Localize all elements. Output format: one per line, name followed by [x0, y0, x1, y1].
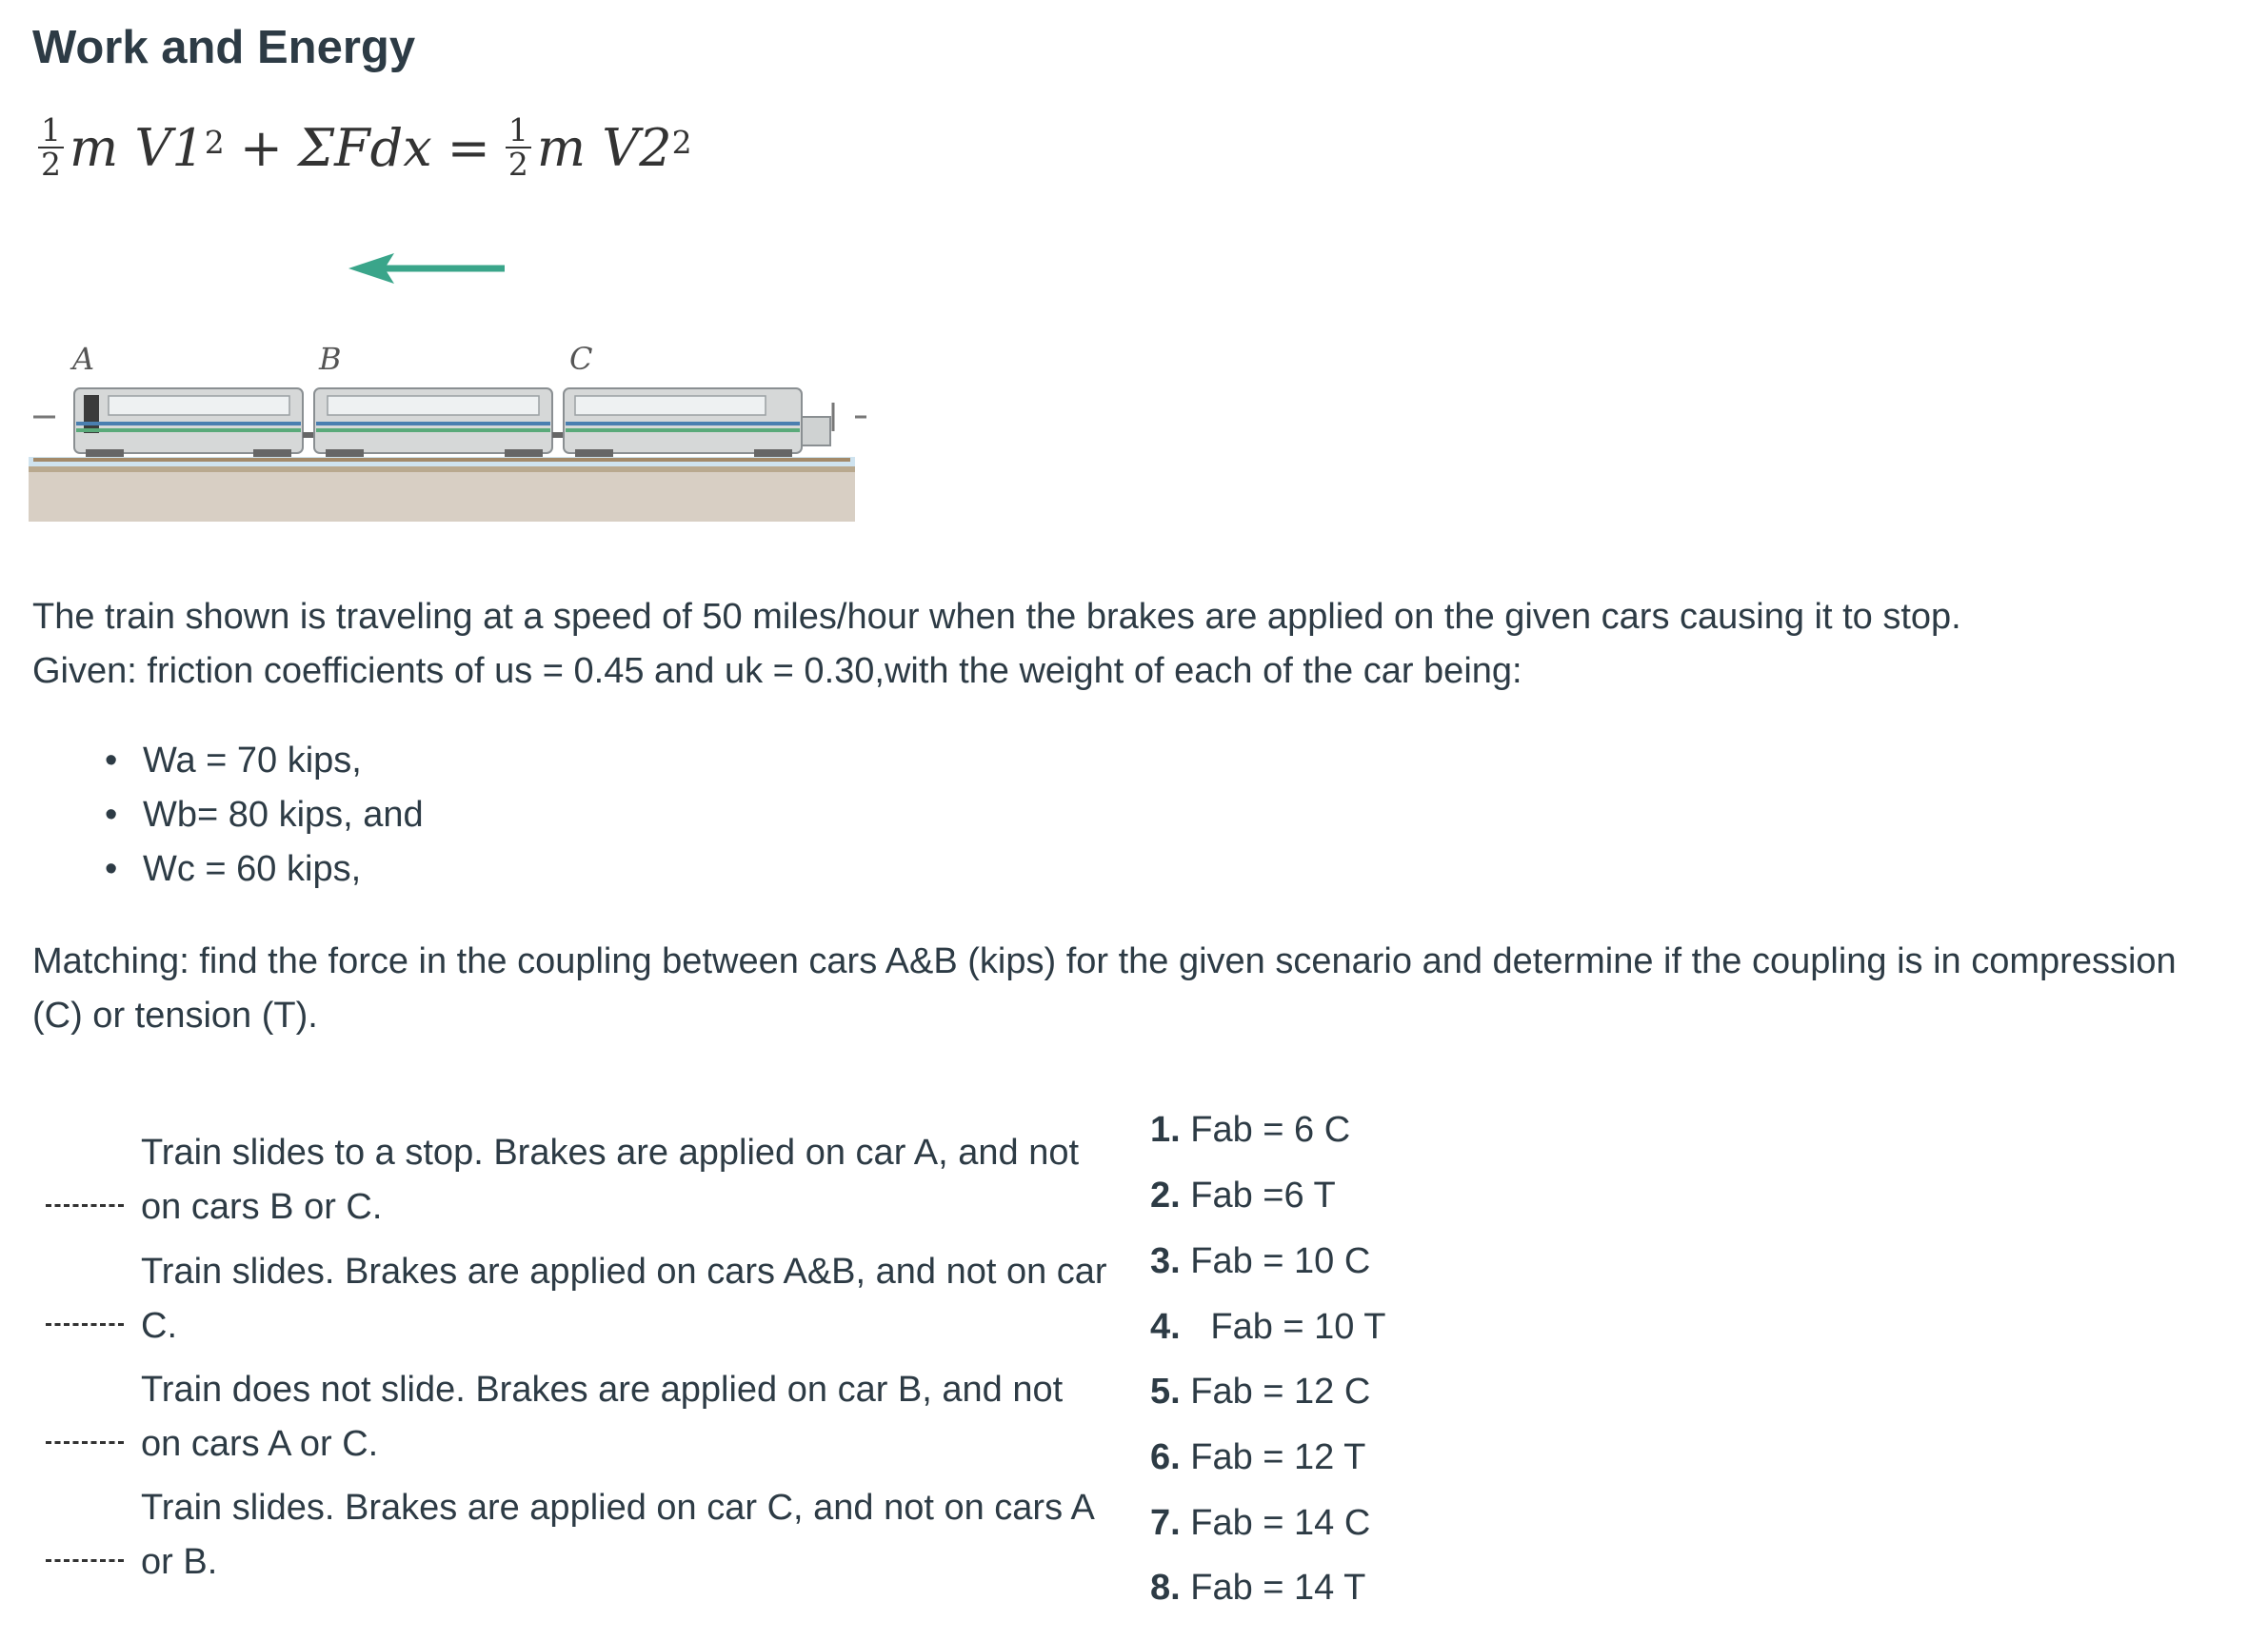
answer-blank-2[interactable] — [46, 1323, 124, 1326]
work-energy-equation — [38, 100, 692, 195]
weight-item-b: • Wb= 80 kips, and — [105, 788, 424, 842]
plus-sign: + — [239, 117, 283, 178]
fraction-half-right — [506, 111, 531, 183]
train-figure — [29, 246, 866, 522]
intro-line-2: Given: friction coefficients of us = 0.45 and uk = 0.30,with the weight of each of the car being: — [32, 651, 1522, 691]
answer-blank-1[interactable] — [46, 1204, 124, 1207]
question-2 — [141, 1245, 1122, 1354]
option-number: 4. — [1150, 1307, 1181, 1347]
option-text: Fab = 14 T — [1180, 1568, 1366, 1608]
answer-blank-3[interactable] — [46, 1441, 124, 1444]
matching-line-1: Matching: find the force in the coupling between cars A&B (kips) for the given scenario and determine if the coupling is in compression — [32, 941, 2177, 981]
option-number: 8. — [1150, 1568, 1181, 1608]
option-6 — [1150, 1431, 1365, 1485]
option-number: 3. — [1150, 1241, 1181, 1281]
option-1 — [1150, 1103, 1350, 1157]
question-2-line-1: Train slides. Brakes are applied on cars A&B, and not on car — [141, 1252, 1107, 1292]
frac-den: 2 — [507, 146, 528, 183]
question-2-line-2: C. — [141, 1306, 177, 1346]
frac-den: 2 — [41, 146, 61, 183]
option-number: 2. — [1150, 1176, 1181, 1216]
direction-arrow-icon — [348, 253, 505, 284]
option-number: 1. — [1150, 1110, 1181, 1150]
question-1 — [141, 1126, 1122, 1235]
option-number: 6. — [1150, 1437, 1181, 1477]
right-term: m V2 — [536, 117, 672, 178]
right-exponent: 2 — [671, 123, 692, 161]
matching-instructions — [32, 935, 2251, 1043]
option-number: 5. — [1150, 1372, 1181, 1412]
option-text: Fab = 10 T — [1180, 1307, 1386, 1347]
option-5 — [1150, 1365, 1370, 1419]
matching-line-2: (C) or tension (T). — [32, 996, 318, 1036]
option-text: Fab = 14 C — [1180, 1503, 1371, 1543]
page-title: Work and Energy — [32, 22, 416, 73]
weight-item-c: • Wc = 60 kips, — [105, 842, 424, 897]
fraction-half-left — [38, 111, 64, 183]
train-car-b — [314, 388, 552, 457]
equals-sign: = — [447, 117, 490, 178]
option-text: Fab = 6 C — [1180, 1110, 1351, 1150]
question-1-line-1: Train slides to a stop. Brakes are applied on car A, and not — [141, 1133, 1080, 1173]
car-label-a: A — [72, 341, 95, 377]
option-2 — [1150, 1169, 1336, 1223]
sum-term: ΣFdx — [297, 117, 432, 178]
option-text: Fab = 12 T — [1180, 1437, 1366, 1477]
option-text: Fab = 10 C — [1180, 1241, 1371, 1281]
question-3 — [141, 1363, 1122, 1472]
option-text: Fab = 12 C — [1180, 1372, 1371, 1412]
answer-blank-4[interactable] — [46, 1559, 124, 1562]
car-label-b: B — [319, 341, 342, 377]
frac-num: 1 — [38, 114, 64, 148]
problem-statement — [32, 590, 2251, 699]
question-4-line-2: or B. — [141, 1542, 218, 1582]
option-text: Fab =6 T — [1180, 1176, 1336, 1216]
car-label-c: C — [569, 341, 593, 377]
frac-num: 1 — [506, 114, 531, 148]
question-4 — [141, 1481, 1122, 1590]
left-term: m V1 — [70, 117, 205, 178]
train-car-c — [564, 388, 830, 457]
weights-list — [105, 734, 424, 897]
weight-item-a: • Wa = 70 kips, — [105, 734, 424, 788]
intro-line-1: The train shown is traveling at a speed of 50 miles/hour when the brakes are applied on the given cars causing it to stop. — [32, 597, 1961, 637]
train-car-a — [74, 388, 303, 457]
option-3 — [1150, 1235, 1370, 1289]
option-8 — [1150, 1561, 1365, 1615]
option-4 — [1150, 1300, 1386, 1354]
option-7 — [1150, 1496, 1370, 1551]
option-number: 7. — [1150, 1503, 1181, 1543]
question-1-line-2: on cars B or C. — [141, 1187, 383, 1227]
question-4-line-1: Train slides. Brakes are applied on car C, and not on cars A — [141, 1488, 1095, 1528]
question-3-line-2: on cars A or C. — [141, 1424, 379, 1464]
rail-ties — [33, 458, 850, 462]
question-3-line-1: Train does not slide. Brakes are applied on car B, and not — [141, 1370, 1064, 1410]
left-exponent: 2 — [204, 123, 225, 161]
